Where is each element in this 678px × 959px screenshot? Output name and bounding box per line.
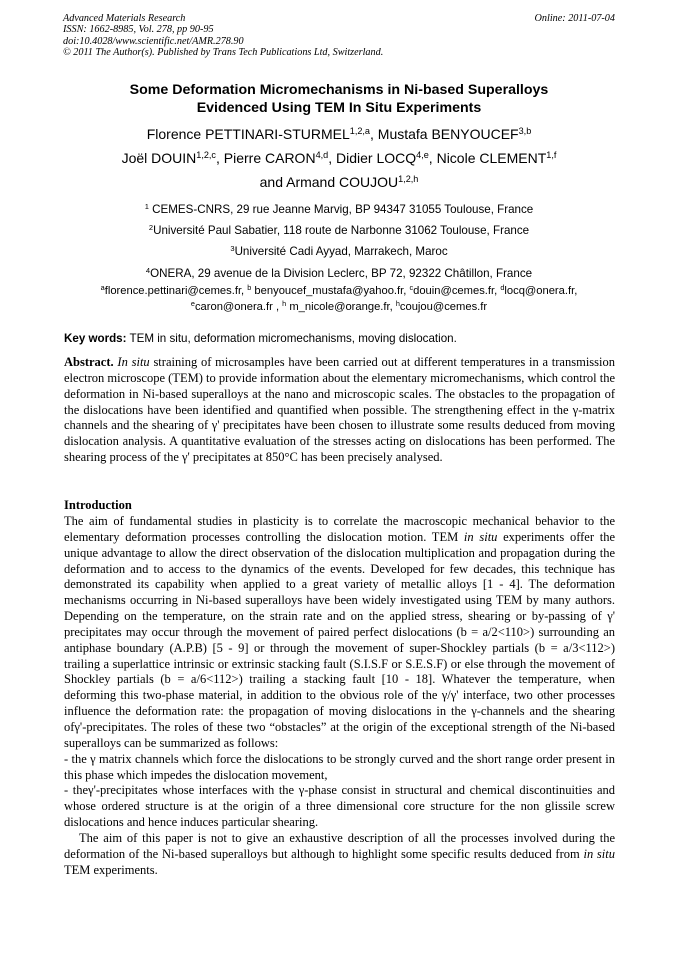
- email-link[interactable]: locq@onera.fr,: [504, 285, 578, 297]
- abstract-label: Abstract.: [64, 355, 114, 369]
- affiliation-2: [60, 220, 618, 241]
- author-name: Didier LOCQ: [336, 150, 417, 166]
- keywords-label: Key words:: [64, 332, 127, 345]
- affiliation-sup: 3: [230, 244, 235, 254]
- abstract-in-situ: In situ: [117, 355, 150, 369]
- online-date: Online: 2011-07-04: [534, 13, 615, 24]
- affiliation-sup: 1: [144, 201, 149, 211]
- abstract: [64, 355, 615, 466]
- email-line-1: [60, 283, 618, 299]
- author-name: and Armand COUJOU: [259, 174, 399, 190]
- author-list: [63, 122, 615, 194]
- intro-paragraph-1: [64, 514, 615, 752]
- author-sep: ,: [428, 150, 437, 166]
- section-heading-introduction: Introduction: [64, 498, 132, 512]
- author-line-2: [63, 146, 615, 170]
- author-line-1: [63, 122, 615, 146]
- author-affil-sup: 4,d: [315, 150, 329, 160]
- journal-doi: doi:10.4028/www.scientific.net/AMR.278.90: [63, 35, 244, 47]
- author-affil-sup: 3,b: [518, 126, 532, 136]
- author-affil-sup: 1,2,h: [398, 174, 419, 184]
- email-sup: d: [500, 283, 505, 292]
- affiliation-text: Université Paul Sabatier, 118 route de Narbonne 31062 Toulouse, France: [153, 224, 530, 238]
- affiliation-1: [60, 199, 618, 220]
- affiliation-text: CEMES-CNRS, 29 rue Jeanne Marvig, BP 94347 31055 Toulouse, France: [148, 203, 534, 216]
- keywords: [64, 331, 616, 346]
- author-name: Nicole CLEMENT: [436, 150, 547, 166]
- author-sep: ,: [328, 150, 336, 166]
- intro-paragraph-2: [64, 831, 615, 879]
- abstract-text: straining of microsamples have been carried out at different temperatures in a transmission electron microscope (TEM) to provide information about the elementary micromechanisms, which control the deformation in Ni-based superalloys at the nano and microscopic scales. The obstacles to the propagation of the dislocations have been identified and quantified when possible. The strengthening effect in the γ-matrix channels and the shearing of γ' precipitates have been chosen to illustrate some results deduced from moving dislocation analysis. A quantitative evaluation of the stresses acting on dislocations has been performed. The shearing process of the γ' precipitates at 850°C has been precisely analysed.: [64, 355, 615, 465]
- email-sup: h: [282, 299, 287, 308]
- title-line-2: Evidenced Using TEM In Situ Experiments: [196, 100, 482, 116]
- email-list: [60, 283, 618, 315]
- email-link[interactable]: coujou@cemes.fr: [399, 301, 488, 313]
- affiliation-text: ONERA, 29 avenue de la Division Leclerc, BP 72, 92322 Châtillon, France: [150, 266, 533, 280]
- title-line-1: Some Deformation Micromechanisms in Ni-based Superalloys: [129, 82, 549, 98]
- journal-copyright: © 2011 The Author(s). Published by Trans Tech Publications Ltd, Switzerland.: [63, 46, 384, 58]
- intro-text: experiments offer the unique advantage to allow the direct observation of the dislocation multiplication and propagation during the deformation and to access to the dynamics of the events. Developed for few decades, this technique has demonstrated its capability when applied to a great variety of metallic alloys [1 - 4]. The deformation mechanisms occurring in Ni-based superalloys have been widely investigated using TEM by many authors. Depending on the temperature, on the strain rate and on the applied stress, shearing or by-passing of γ' precipitates may occur through the movement of paired perfect dislocations (b = a/2<110>) surrounding an antiphase boundary (A.P.B) [5 - 9] or through the movement of super-Shockley partials (b = a/3<112>) trailing a superlattice intrinsic or extrinsic stacking fault (S.I.S.F or S.E.S.F) or else through the movement of Shockley partials (b = a/6<112>) trailing a stacking fault [10 - 18]. Whatever the temperature, when deforming this two-phase material, in addition to the obvious role of the γ/γ' interface, two other processes influence the deformation rate: the propagation of moving dislocations in the γ-channels and the shearing ofγ'-precipitates. The roles of these two “obstacles” at the origin of the exceptional strength of the Ni-based superalloys can be summarized as follows:: [64, 529, 615, 750]
- email-line-2: [60, 299, 618, 315]
- affiliation-4: [60, 263, 618, 284]
- paper-title: [63, 81, 615, 117]
- author-line-3: [63, 170, 615, 194]
- introduction-body: [64, 514, 615, 878]
- author-name: Pierre CARON: [223, 150, 316, 166]
- author-name: Joël DOUIN: [121, 150, 197, 166]
- email-sup: h: [395, 299, 400, 308]
- email-link[interactable]: caron@onera.fr ,: [194, 301, 283, 313]
- intro-text: The aim of this paper is not to give an exhaustive description of all the processes involved during the deformation of the Ni-based superalloys but although to highlight some specific results deduced from: [64, 830, 615, 861]
- author-name: Florence PETTINARI-STURMEL: [146, 126, 350, 142]
- email-sup: c: [409, 283, 414, 292]
- email-link[interactable]: florence.pettinari@cemes.fr,: [104, 285, 248, 297]
- abstract-paragraph: [64, 355, 615, 466]
- author-affil-sup: 1,2,a: [349, 126, 370, 136]
- affiliation-list: [60, 199, 618, 284]
- author-affil-sup: 1,f: [546, 150, 557, 160]
- affiliation-sup: 2: [148, 223, 154, 233]
- intro-bullet-1: - the γ matrix channels which force the dislocations to be strongly curved and the short range order present in this phase which impedes the dislocation movement,: [64, 751, 615, 782]
- intro-text: TEM experiments.: [64, 862, 158, 877]
- email-sup: e: [190, 299, 195, 308]
- author-name: Mustafa BENYOUCEF: [377, 126, 519, 142]
- journal-header: [63, 13, 615, 58]
- author-affil-sup: 4,e: [416, 150, 429, 160]
- email-link[interactable]: m_nicole@orange.fr,: [286, 301, 396, 313]
- intro-in-situ: in situ: [583, 846, 615, 861]
- affiliation-3: [60, 241, 618, 262]
- intro-in-situ: in situ: [463, 529, 498, 544]
- author-affil-sup: 1,2,c: [196, 150, 216, 160]
- email-link[interactable]: benyoucef_mustafa@yahoo.fr,: [251, 285, 410, 297]
- journal-name: Advanced Materials Research: [63, 13, 186, 24]
- author-sep: ,: [370, 126, 378, 142]
- keywords-text: TEM in situ, deformation micromechanisms, moving dislocation.: [126, 332, 457, 345]
- intro-bullet-2: - theγ'-precipitates whose interfaces with the γ-phase consist in structural and chemical discontinuities and whose ordered structure is at the origin of a three dimensional core structure for the non glissile screw dislocations and hence induces particular shearing.: [64, 783, 615, 830]
- affiliation-sup: 4: [145, 265, 151, 275]
- email-link[interactable]: douin@cemes.fr,: [413, 285, 501, 297]
- author-sep: ,: [215, 150, 224, 166]
- intro-text: The aim of fundamental studies in plasticity is to correlate the macroscopic mechanical behavior to the elementary deformation processes controlling the dislocation motion. TEM: [64, 514, 615, 544]
- email-sup: b: [247, 283, 252, 292]
- affiliation-text: Université Cadi Ayyad, Marrakech, Maroc: [234, 245, 448, 259]
- email-sup: a: [100, 283, 105, 292]
- journal-issn: ISSN: 1662-8985, Vol. 278, pp 90-95: [63, 24, 214, 36]
